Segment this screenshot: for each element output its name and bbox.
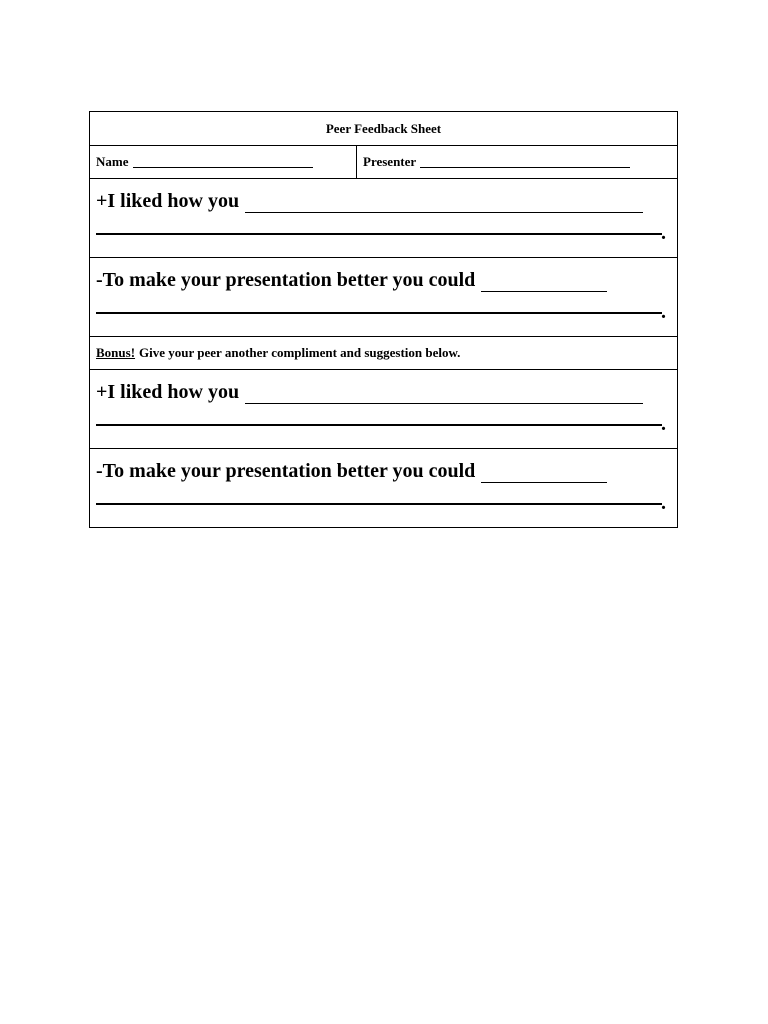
peer-feedback-sheet: [89, 111, 678, 528]
name-blank[interactable]: [133, 156, 313, 168]
better-answer-line-2[interactable]: [96, 503, 662, 505]
presenter-label: Presenter: [363, 154, 417, 169]
better-answer-line[interactable]: [96, 312, 662, 314]
better-prompt-row-2: [90, 448, 677, 527]
better-period: .: [661, 301, 666, 323]
liked-answer-line-2[interactable]: [96, 424, 662, 426]
name-cell: [90, 146, 357, 178]
liked-period-2: .: [661, 413, 666, 435]
sheet-title: Peer Feedback Sheet: [325, 120, 442, 136]
presenter-cell: [357, 146, 677, 178]
liked-prompt-row: [90, 178, 677, 257]
name-label: Name: [96, 154, 129, 169]
identity-row: [90, 145, 677, 178]
bonus-text: Give your peer another compliment and suggestion below.: [139, 345, 461, 360]
liked-prompt-row-2: [90, 369, 677, 448]
sheet-title-row: [90, 112, 677, 145]
liked-prompt-2: +I liked how you: [96, 381, 240, 403]
better-blank-2[interactable]: [481, 464, 607, 483]
presenter-blank[interactable]: [420, 156, 630, 168]
better-prompt: -To make your presentation better you could: [96, 269, 476, 291]
better-prompt-2: -To make your presentation better you could: [96, 460, 476, 482]
liked-blank[interactable]: [245, 194, 643, 213]
liked-prompt: +I liked how you: [96, 190, 240, 212]
liked-answer-line[interactable]: [96, 233, 662, 235]
bonus-label: Bonus!: [96, 345, 136, 360]
liked-blank-2[interactable]: [245, 385, 643, 404]
better-blank[interactable]: [481, 273, 607, 292]
liked-period: .: [661, 222, 666, 244]
bonus-row: [90, 336, 677, 369]
better-prompt-row: [90, 257, 677, 336]
better-period-2: .: [661, 492, 666, 514]
